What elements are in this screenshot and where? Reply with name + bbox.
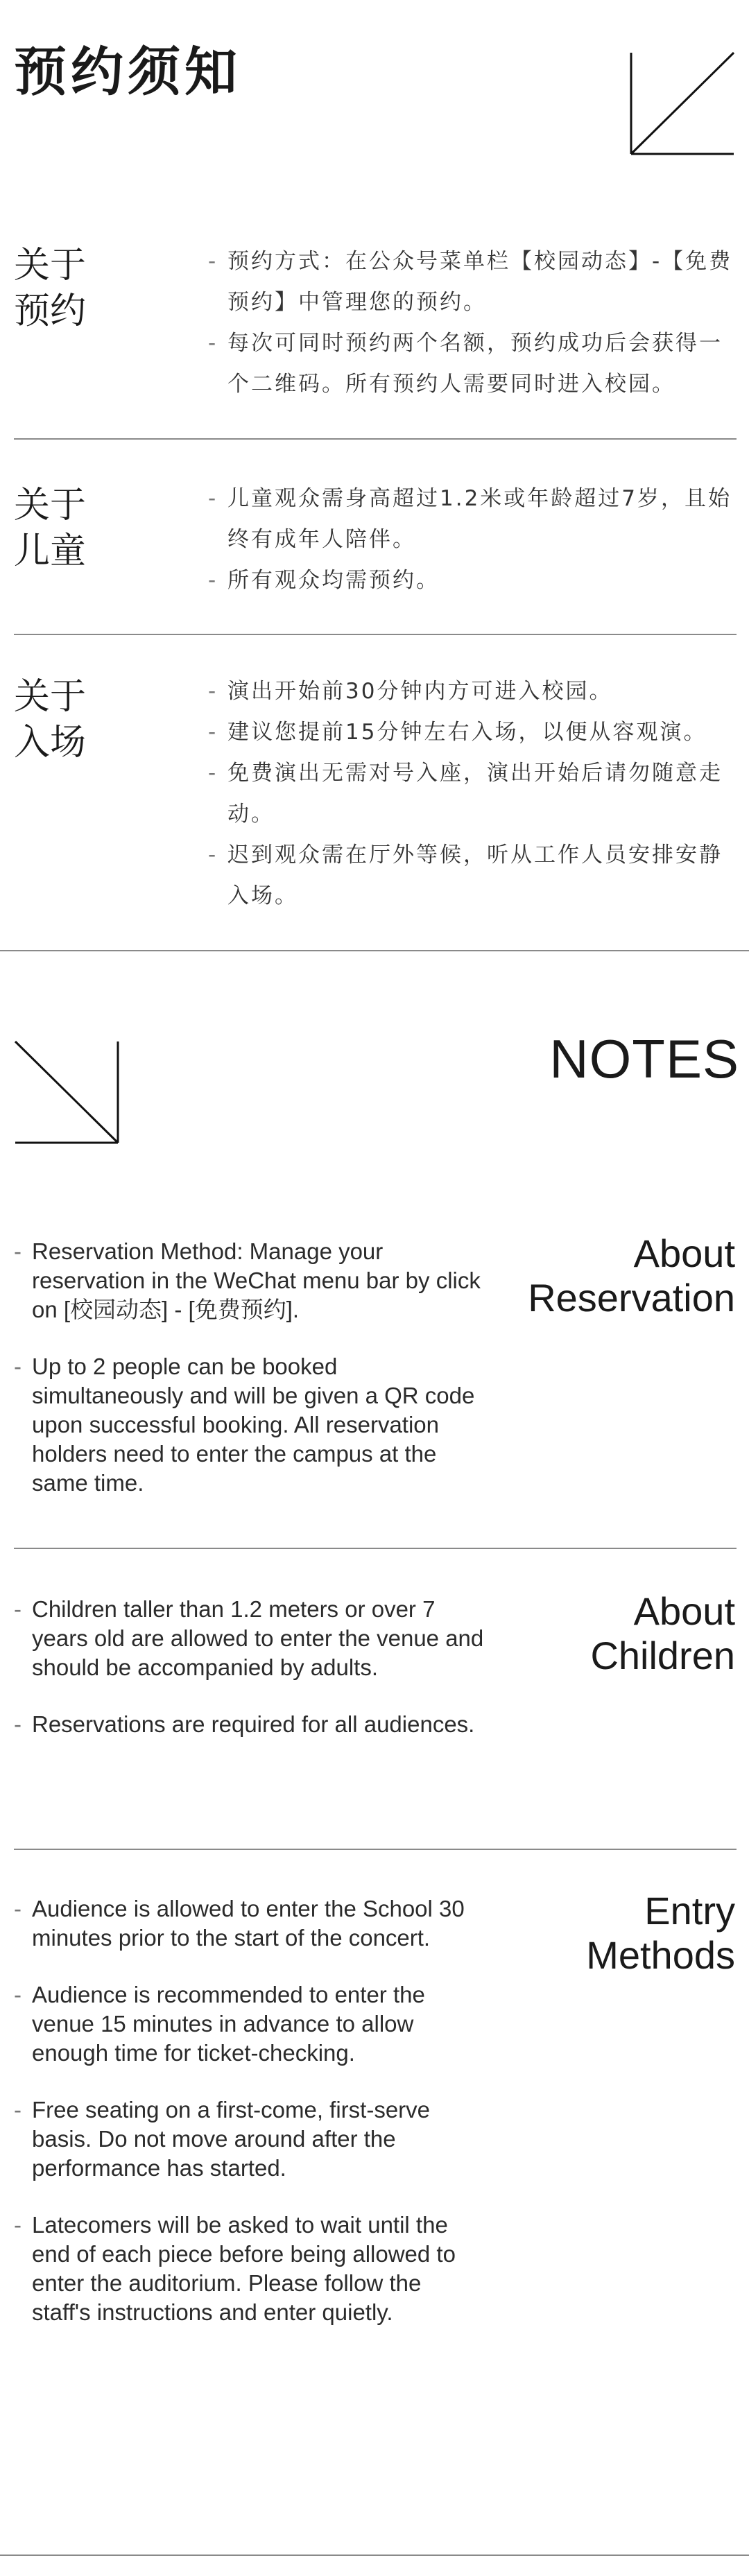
page-title-en: NOTES <box>549 1028 739 1089</box>
heading-line: About <box>633 1231 735 1275</box>
en-section-heading-entry <box>586 1889 735 1978</box>
list-item: - 每次可同时预约两个名额，预约成功后会获得一个二维码。所有预约人需要同时进入校园。 <box>208 331 723 397</box>
heading-line: About <box>633 1589 735 1633</box>
list-item: - Reservations are required for all audiences. <box>14 1711 475 1737</box>
list-item: - 演出开始前30分钟内方可进入校园。 <box>208 679 613 704</box>
cn-section-heading-children <box>14 483 86 574</box>
divider <box>0 950 749 951</box>
cn-section-heading-entry <box>14 674 86 766</box>
heading-line: Methods <box>586 1933 735 1977</box>
cn-children-list <box>208 478 742 601</box>
en-section-heading-children <box>590 1589 735 1678</box>
list-item: - 建议您提前15分钟左右入场，以便从容观演。 <box>208 720 707 745</box>
heading-line: 关于 <box>14 245 87 286</box>
list-item: - 所有观众均需预约。 <box>208 568 440 593</box>
heading-line: 关于 <box>14 485 87 526</box>
heading-line: 预约 <box>14 291 87 332</box>
heading-line: 入场 <box>14 722 87 763</box>
divider <box>14 1849 737 1850</box>
heading-line: 儿童 <box>14 530 87 572</box>
list-item: - 预约方式：在公众号菜单栏【校园动态】-【免费预约】中管理您的预约。 <box>208 249 733 315</box>
cn-section-heading-reservation <box>14 243 86 334</box>
divider <box>0 2555 749 2556</box>
en-entry-list <box>14 1894 485 2355</box>
divider <box>14 1548 737 1549</box>
list-item: - Audience is allowed to enter the School 30 minutes prior to the start of the concert. <box>14 1896 465 1951</box>
list-item: - 迟到观众需在厅外等候，听从工作人员安排安静入场。 <box>208 842 723 908</box>
en-reservation-list <box>14 1237 485 1525</box>
list-item: - Free seating on a first-come, first-serve basis. Do not move around after the performance has started. <box>14 2097 431 2181</box>
list-item: - 免费演出无需对号入座，演出开始后请勿随意走动。 <box>208 761 723 827</box>
cn-reservation-list <box>208 241 742 405</box>
list-item: - Latecomers will be asked to wait until the end of each piece before being allowed to enter the auditorium. Please follow the staff's instructions and enter quietly. <box>14 2212 456 2325</box>
cn-entry-list <box>208 671 742 917</box>
en-section-heading-reservation <box>528 1231 735 1320</box>
divider <box>14 634 737 635</box>
page-title-cn: 预约须知 <box>14 41 241 103</box>
heading-line: Reservation <box>528 1276 735 1320</box>
heading-line: 关于 <box>14 676 87 718</box>
diagonal-arrow-down-right-icon <box>14 1040 119 1144</box>
heading-line: Entry <box>644 1889 735 1933</box>
list-item: - Up to 2 people can be booked simultaneously and will be given a QR code upon successful booking. All reservation holders need to enter the campus at the same time. <box>14 1354 475 1496</box>
list-item: - Children taller than 1.2 meters or over 7 years old are allowed to enter the venue and should be accompanied by adults. <box>14 1596 484 1680</box>
list-item: - Audience is recommended to enter the venue 15 minutes in advance to allow enough time for ticket-checking. <box>14 1982 425 2066</box>
diagonal-arrow-up-right-icon <box>630 51 735 155</box>
heading-line: Children <box>590 1634 735 1677</box>
list-item: - 儿童观众需身高超过1.2米或年龄超过7岁，且始终有成年人陪伴。 <box>208 486 732 552</box>
en-children-list <box>14 1595 485 1767</box>
divider <box>14 438 737 440</box>
list-item: - Reservation Method: Manage your reservation in the WeChat menu bar by click on [校园动态] - [免费预约]. <box>14 1238 481 1322</box>
